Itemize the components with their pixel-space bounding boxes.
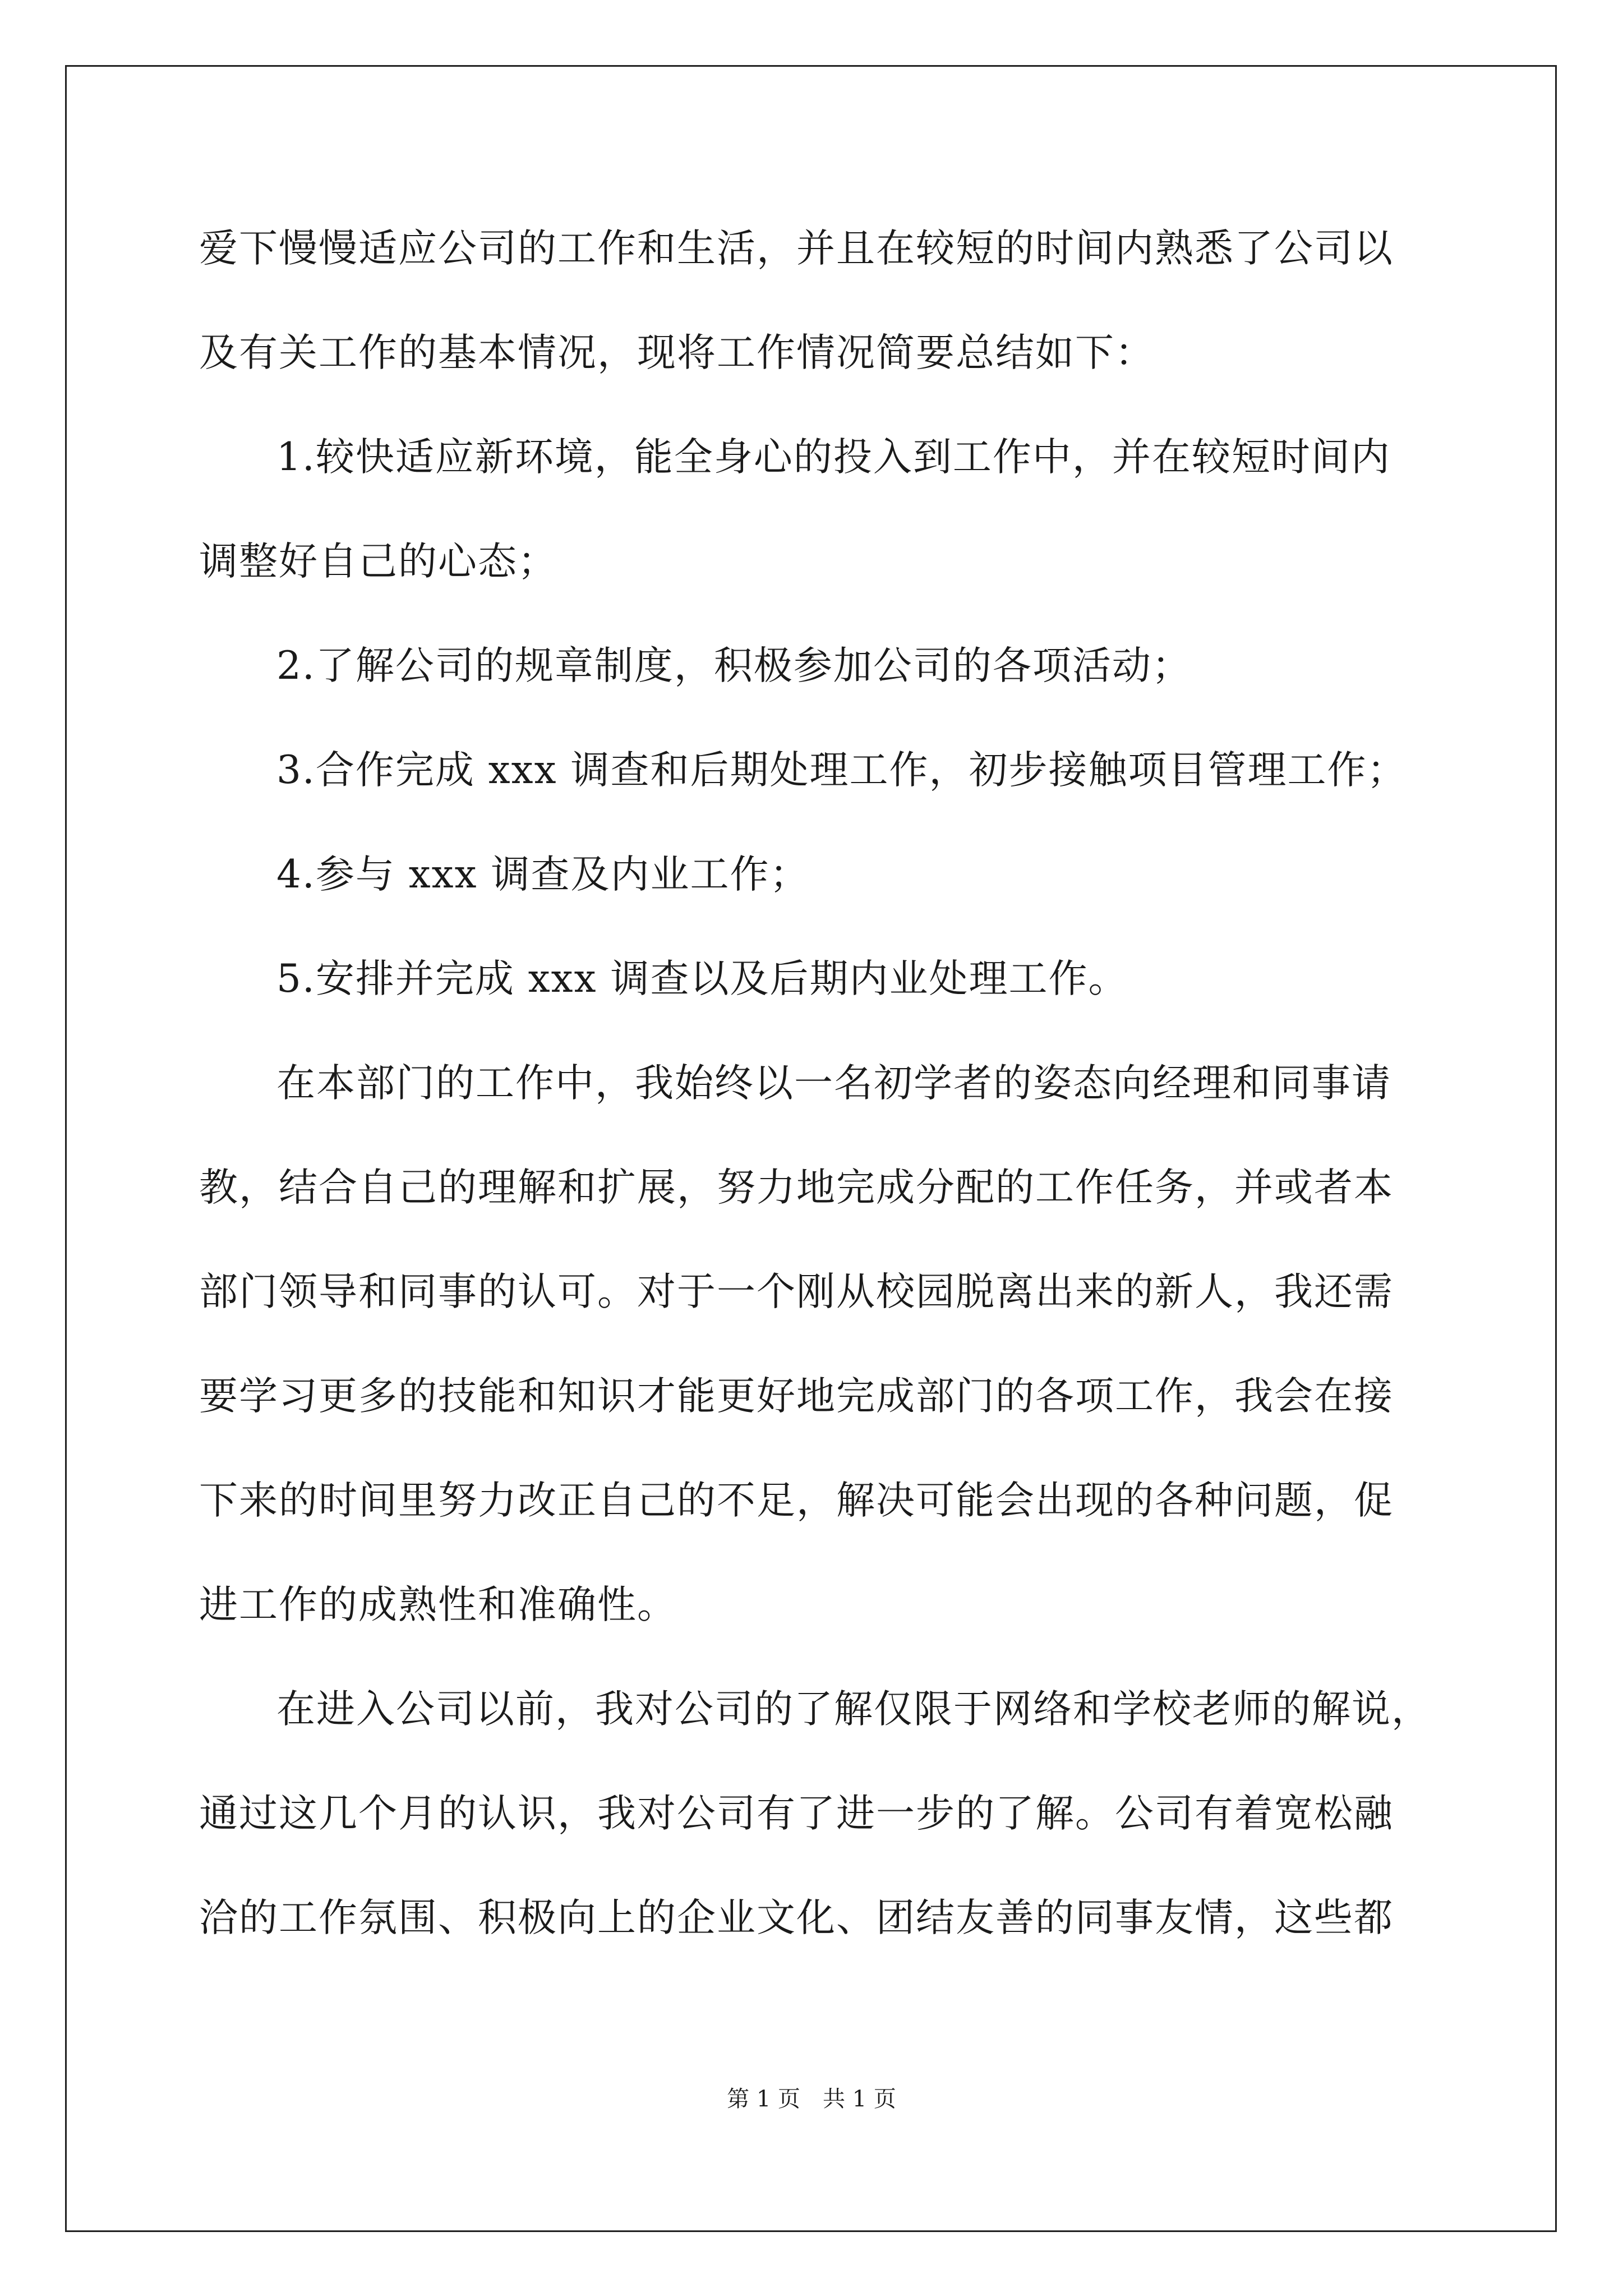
body-line: 进工作的成熟性和准确性。 — [199, 1582, 677, 1627]
body-line: 洽的工作氛围、积极向上的企业文化、团结友善的同事友情，这些都 — [199, 1895, 1394, 1940]
body-line: 教，结合自己的理解和扩展，努力地完成分配的工作任务，并或者本 — [199, 1165, 1394, 1210]
list-item-3: 3.合作完成 xxx 调查和后期处理工作，初步接触项目管理工作； — [276, 748, 1407, 793]
list-item-5: 5.安排并完成 xxx 调查以及后期内业处理工作。 — [276, 956, 1128, 1001]
body-line: 要学习更多的技能和知识才能更好地完成部门的各项工作，我会在接 — [199, 1374, 1394, 1419]
body-line: 及有关工作的基本情况，现将工作情况简要总结如下： — [199, 330, 1155, 375]
page-footer: 第 1 页 共 1 页 — [727, 2086, 896, 2112]
list-item-2: 2.了解公司的规章制度，积极参加公司的各项活动； — [276, 643, 1192, 688]
list-item-4: 4.参与 xxx 调查及内业工作； — [276, 852, 810, 897]
body-line: 通过这几个月的认识，我对公司有了进一步的了解。公司有着宽松融 — [199, 1791, 1394, 1836]
body-line: 调整好自己的心态； — [199, 539, 557, 584]
paragraph-start: 在进入公司以前，我对公司的了解仅限于网络和学校老师的解说， — [276, 1687, 1431, 1732]
paragraph-start: 在本部门的工作中，我始终以一名初学者的姿态向经理和同事请 — [276, 1061, 1391, 1106]
list-item-1: 1.较快适应新环境，能全身心的投入到工作中，并在较短时间内 — [276, 435, 1391, 480]
body-line: 部门领导和同事的认可。对于一个刚从校园脱离出来的新人，我还需 — [199, 1269, 1394, 1314]
body-line: 下来的时间里努力改正自己的不足，解决可能会出现的各种问题，促 — [199, 1478, 1394, 1523]
body-line: 爱下慢慢适应公司的工作和生活，并且在较短的时间内熟悉了公司以 — [199, 226, 1394, 271]
